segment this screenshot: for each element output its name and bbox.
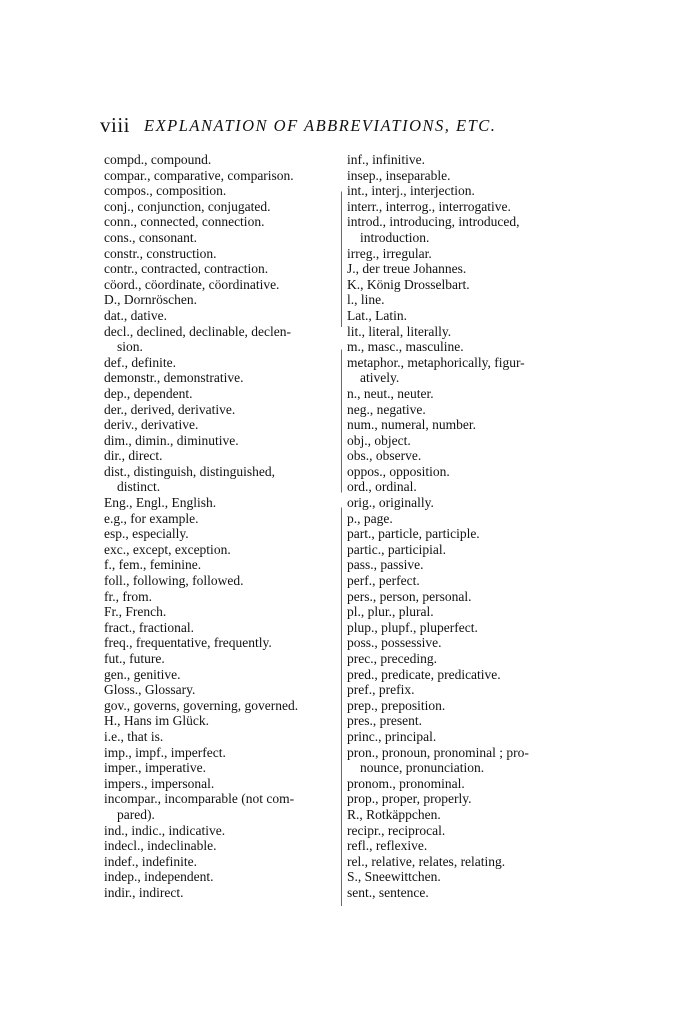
abbreviation-entry: sent., sentence. [347, 884, 429, 900]
abbreviation-entry: cons., consonant. [104, 229, 197, 245]
abbreviation-entry: D., Dornröschen. [104, 292, 197, 308]
abbreviation-entry: freq., frequentative, frequently. [104, 635, 272, 651]
abbreviation-entry: fract., fractional. [104, 619, 194, 635]
abbreviation-entry: exc., except, exception. [104, 541, 231, 557]
abbreviation-column-left [104, 152, 338, 901]
abbreviation-entry: i.e., that is. [104, 728, 164, 744]
abbreviation-entry: pass., passive. [347, 557, 424, 573]
abbreviation-entry: irreg., irregular. [347, 245, 432, 261]
abbreviation-entry: incompar., incomparable (not com- [104, 791, 295, 807]
abbreviation-entry: pers., person, personal. [347, 588, 472, 604]
abbreviation-entry: pref., prefix. [347, 682, 415, 698]
abbreviation-entry: conj., conjunction, conjugated. [104, 198, 271, 214]
abbreviation-entry: p., page. [347, 510, 393, 526]
abbreviation-entry: neg., negative. [347, 401, 426, 417]
abbreviation-entry-continuation: introduction. [360, 229, 430, 245]
abbreviation-entry: K., König Drosselbart. [347, 276, 470, 292]
abbreviation-entry: cöord., cöordinate, cöordinative. [104, 276, 280, 292]
abbreviation-entry: ind., indic., indicative. [104, 822, 226, 838]
abbreviation-entry: n., neut., neuter. [347, 385, 434, 401]
abbreviation-entry: constr., construction. [104, 245, 217, 261]
abbreviation-entry: perf., perfect. [347, 573, 420, 589]
abbreviation-entry: dim., dimin., diminutive. [104, 432, 239, 448]
abbreviation-entry: pres., present. [347, 713, 422, 729]
abbreviation-entry: poss., possessive. [347, 635, 442, 651]
abbreviation-entry: prec., preceding. [347, 651, 437, 666]
abbreviation-entry: l., line. [347, 292, 385, 308]
abbreviation-entry-continuation: distinct. [117, 479, 161, 495]
abbreviation-entry: demonstr., demonstrative. [104, 370, 244, 386]
abbreviation-entry: indef., indefinite. [104, 853, 197, 869]
abbreviation-entry: oppos., opposition. [347, 463, 450, 479]
abbreviation-entry: pronom., pronominal. [347, 775, 465, 791]
abbreviation-entry-continuation: atively. [360, 370, 400, 386]
abbreviation-entry: plup., plupf., pluperfect. [347, 619, 478, 635]
abbreviation-entry: orig., originally. [347, 495, 434, 511]
abbreviation-entry: fr., from. [104, 588, 152, 604]
abbreviation-entry: dir., direct. [104, 448, 163, 464]
abbreviation-entry: imper., imperative. [104, 760, 206, 776]
abbreviation-entry: compd., compound. [104, 152, 212, 167]
running-title: EXPLANATION OF ABBREVIATIONS, ETC. [144, 116, 497, 135]
abbreviation-entry: Gloss., Glossary. [104, 682, 196, 698]
abbreviation-entry: contr., contracted, contraction. [104, 261, 269, 277]
abbreviation-entry: m., masc., masculine. [347, 339, 464, 355]
abbreviation-entry: prop., proper, properly. [347, 791, 472, 807]
abbreviation-entry-continuation: sion. [117, 339, 143, 355]
abbreviation-entry: metaphor., metaphorically, figur- [347, 354, 525, 370]
abbreviation-entry: pl., plur., plural. [347, 604, 434, 620]
abbreviation-entry: Fr., French. [104, 604, 167, 620]
abbreviation-entry: indep., independent. [104, 869, 214, 885]
abbreviation-entry: compos., composition. [104, 183, 227, 199]
abbreviation-entry: partic., participial. [347, 541, 446, 557]
abbreviation-entry: der., derived, derivative. [104, 401, 236, 417]
abbreviation-entry: e.g., for example. [104, 510, 199, 526]
abbreviation-entry: esp., especially. [104, 526, 189, 542]
abbreviation-entry: Lat., Latin. [347, 307, 407, 323]
abbreviation-entry: H., Hans im Glück. [104, 713, 209, 729]
abbreviation-entry: indir., indirect. [104, 884, 184, 900]
abbreviation-entry: num., numeral, number. [347, 417, 476, 433]
abbreviation-entry: foll., following, followed. [104, 573, 244, 589]
abbreviation-entry: ord., ordinal. [347, 479, 417, 495]
abbreviation-entry: compar., comparative, comparison. [104, 167, 294, 183]
abbreviation-entry-continuation: nounce, pronunciation. [360, 760, 485, 776]
abbreviation-entry: f., fem., feminine. [104, 557, 202, 573]
abbreviation-entry: fut., future. [104, 651, 165, 666]
abbreviation-entry: dist., distinguish, distinguished, [104, 463, 276, 479]
abbreviation-entry: obj., object. [347, 432, 411, 448]
abbreviation-entry: pron., pronoun, pronominal ; pro- [347, 744, 529, 760]
abbreviation-entry: inf., infinitive. [347, 152, 425, 167]
abbreviation-entry: interr., interrog., interrogative. [347, 198, 511, 214]
abbreviation-entry: rel., relative, relates, relating. [347, 853, 506, 869]
abbreviation-entry: dat., dative. [104, 307, 167, 323]
abbreviation-column-right [347, 152, 554, 901]
abbreviation-entry: def., definite. [104, 354, 176, 370]
abbreviation-entry-continuation: pared). [117, 806, 155, 822]
abbreviation-entry: princ., principal. [347, 728, 437, 744]
abbreviation-entry: pred., predicate, predicative. [347, 666, 501, 682]
abbreviation-entry: insep., inseparable. [347, 167, 451, 183]
abbreviation-entry: decl., declined, declinable, declen- [104, 323, 292, 339]
abbreviation-entry: S., Sneewittchen. [347, 869, 441, 885]
column-divider [341, 154, 342, 906]
abbreviation-entry: part., particle, participle. [347, 526, 480, 542]
abbreviation-entry: gen., genitive. [104, 666, 181, 682]
abbreviation-entry: introd., introducing, introduced, [347, 214, 520, 230]
abbreviation-entry: Eng., Engl., English. [104, 495, 217, 511]
abbreviation-entry: impers., impersonal. [104, 775, 215, 791]
abbreviation-entry: obs., observe. [347, 448, 422, 464]
abbreviation-entry: indecl., indeclinable. [104, 838, 217, 854]
abbreviation-entry: J., der treue Johannes. [347, 261, 467, 277]
page-number: viii [100, 113, 131, 137]
abbreviation-entry: R., Rotkäppchen. [347, 806, 441, 822]
abbreviation-entry: lit., literal, literally. [347, 323, 452, 339]
abbreviation-entry: gov., governs, governing, governed. [104, 697, 299, 713]
abbreviation-entry: imp., impf., imperfect. [104, 744, 226, 760]
abbreviation-entry: dep., dependent. [104, 385, 193, 401]
abbreviation-entry: prep., preposition. [347, 697, 446, 713]
abbreviation-entry: int., interj., interjection. [347, 183, 475, 199]
abbreviation-entry: conn., connected, connection. [104, 214, 265, 230]
abbreviation-entry: recipr., reciprocal. [347, 822, 446, 838]
page-header [100, 113, 550, 143]
abbreviation-entry: deriv., derivative. [104, 417, 199, 433]
abbreviation-entry: refl., reflexive. [347, 838, 428, 854]
